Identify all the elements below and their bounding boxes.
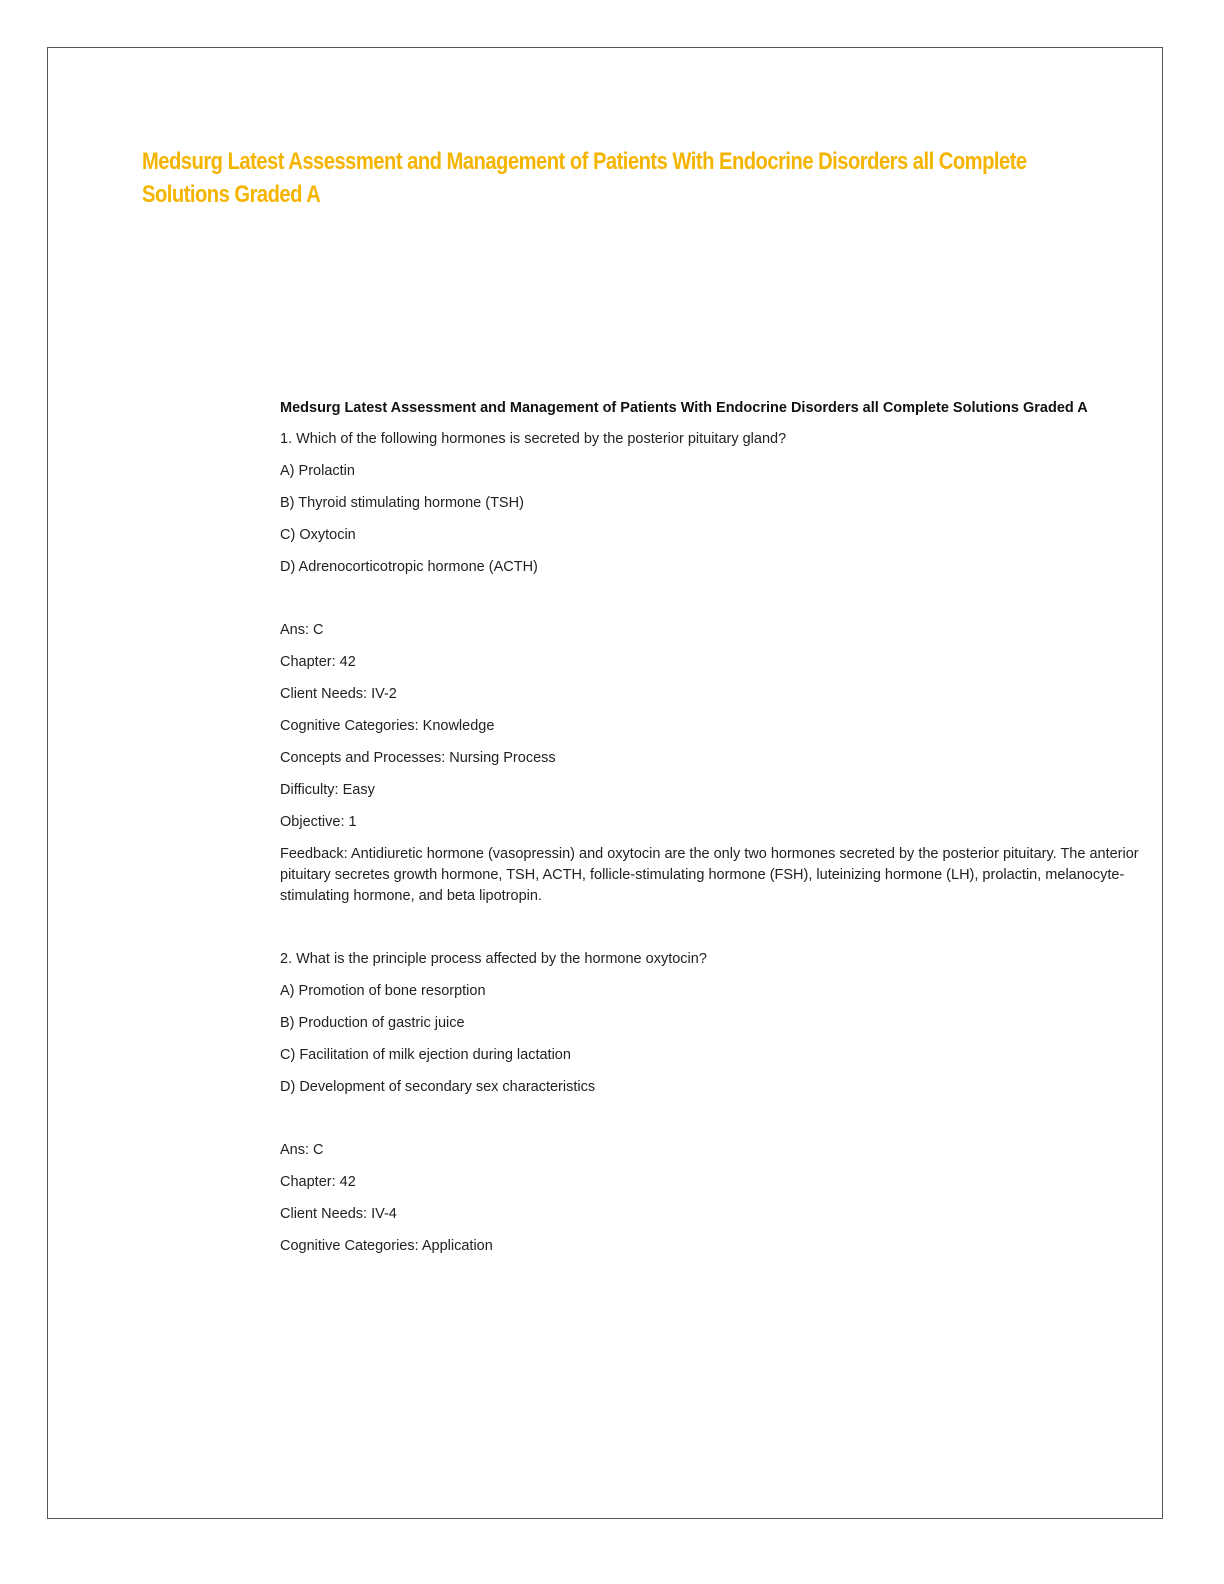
answer-option: C) Oxytocin: [280, 527, 356, 543]
question-block: [280, 429, 1170, 907]
spacer: [280, 918, 1170, 949]
answer-option: A) Promotion of bone resorption: [280, 983, 486, 999]
spacer: [280, 1109, 1170, 1140]
cognitive-category: Cognitive Categories: Knowledge: [280, 718, 495, 734]
answer-option: D) Development of secondary sex characteristics: [280, 1079, 596, 1095]
answer-key: Ans: C: [280, 1142, 324, 1158]
answer-key: Ans: C: [280, 622, 324, 638]
question-block: [280, 949, 1170, 1257]
answer-option: D) Adrenocorticotropic hormone (ACTH): [280, 559, 538, 575]
client-needs: Client Needs: IV-2: [280, 686, 397, 702]
spacer: [280, 589, 1170, 620]
chapter-info: Chapter: 42: [280, 1174, 356, 1190]
question-stem: 2. What is the principle process affected by the hormone oxytocin?: [280, 951, 707, 967]
document-body: [280, 398, 1170, 1268]
answer-option: A) Prolactin: [280, 463, 355, 479]
banner-title: Medsurg Latest Assessment and Management of Patients With Endocrine Disorders all Complete Solutions Graded A: [142, 148, 1027, 208]
feedback-text: Feedback: Antidiuretic hormone (vasopressin) and oxytocin are the only two hormones secreted by the posterior pituitary. The anterior pituitary secretes growth hormone, TSH, ACTH, follicle-stimulating hormone (FSH), luteinizing hormone (LH), prolactin, melanocyte-stimulating hormone, and beta lipotropin.: [280, 846, 1139, 904]
concepts-processes: Concepts and Processes: Nursing Process: [280, 750, 556, 766]
answer-option: C) Facilitation of milk ejection during lactation: [280, 1047, 571, 1063]
difficulty: Difficulty: Easy: [280, 782, 375, 798]
chapter-info: Chapter: 42: [280, 654, 356, 670]
document-title: Medsurg Latest Assessment and Management of Patients With Endocrine Disorders all Complete Solutions Graded A: [280, 400, 1088, 416]
answer-option: B) Thyroid stimulating hormone (TSH): [280, 495, 524, 511]
question-stem: 1. Which of the following hormones is secreted by the posterior pituitary gland?: [280, 431, 787, 447]
cognitive-category: Cognitive Categories: Application: [280, 1238, 493, 1254]
client-needs: Client Needs: IV-4: [280, 1206, 397, 1222]
objective: Objective: 1: [280, 814, 357, 830]
answer-option: B) Production of gastric juice: [280, 1015, 465, 1031]
